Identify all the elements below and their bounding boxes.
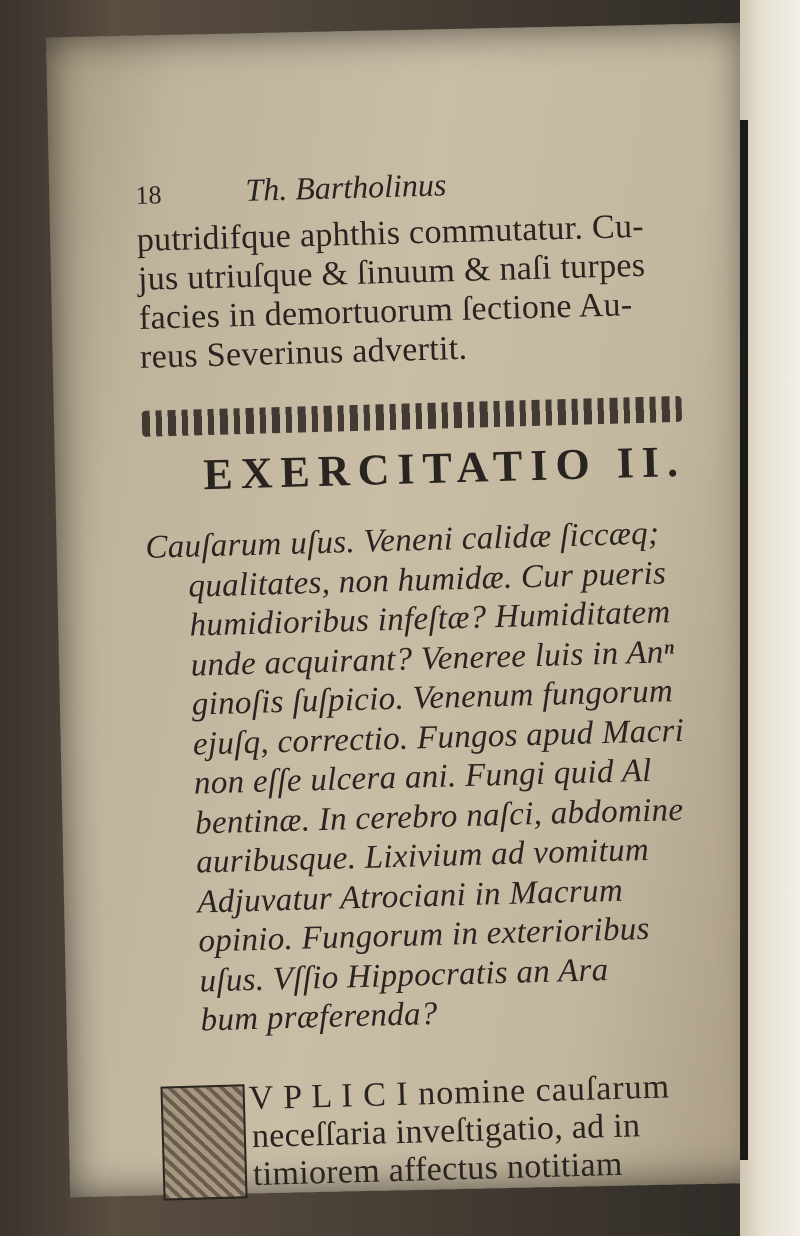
text-line: unde acquirant? Veneree luis in Anⁿ [190,633,675,684]
summary-paragraph [145,512,769,1042]
text-line: Adjuvatur Atrociani in Macrum [196,872,624,921]
text-line: facies in demortuorum ſectione Au- [138,286,633,337]
text-line: bentinæ. In cerebro naſci, abdomine [194,791,684,842]
section-title: EXERCITATIO II. [202,436,687,500]
text-line: uſus. Vſſio Hippocratis an Ara [199,951,609,1000]
text-line: neceſſaria inveſtigatio, ad in [251,1106,641,1155]
text-line: ejuſq, correctio. Fungos apud Macri [192,712,685,763]
text-line: qualitates, non humidæ. Cur pueris [187,554,667,605]
text-line: bum præferenda? [200,995,439,1039]
text-line: V P L I C I nomine cauſarum [248,1067,671,1117]
text-line: non eſſe ulcera ani. Fungi quid Al [193,752,653,802]
body-paragraph [160,1065,773,1196]
text-line: timiorem affectus notitiam [252,1145,624,1193]
text-line: opinio. Fungorum in exterioribus [197,910,651,960]
text-line: jus utriuſque & ſinuum & naſi turpes [137,246,646,298]
text-line: reus Severinus advertit. [139,329,468,376]
text-line: ginoſis ſuſpicio. Venenum fungorum [191,673,674,723]
ornament-band [142,396,683,437]
decorated-initial-icon [160,1084,247,1200]
intro-paragraph [136,204,750,377]
text-line: putridifque aphthis commutatur. Cu- [136,207,645,259]
text-block [135,158,773,1196]
running-head: Th. Bartholinus [244,166,447,208]
text-line: auribusque. Lixivium ad vomitum [195,831,650,881]
text-line: Cauſarum uſus. Veneni calidæ ſiccæq; [144,515,660,566]
text-line: humidioribus infeſtæ? Humiditatem [189,594,671,644]
page-number: 18 [135,180,162,210]
